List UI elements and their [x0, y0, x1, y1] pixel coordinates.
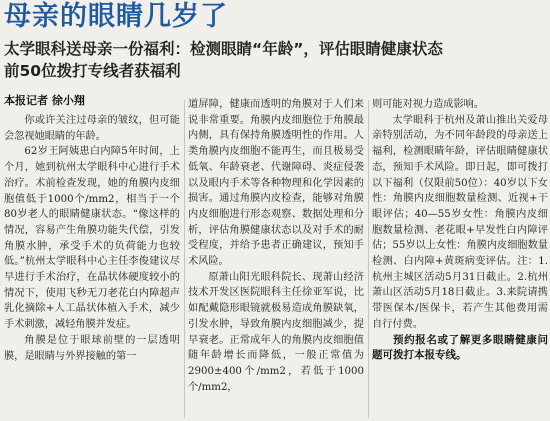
subtitle [4, 38, 550, 82]
paragraph: 道屏障，健康而透明的角膜对于人们来说非常重要。角膜内皮细胞位于角膜最内侧，具有保持角膜透明性的作用。人类角膜内皮细胞不能再生，而且极易受低氧、年龄衰老、代谢障碍、炎症侵袭以及眼内手术等各种物理和化学因素的损害。通过角膜内皮检查，能够对角膜内皮细胞进行形态观察、数据处理和分析，评估角膜健康状态以及对手术的耐受程度，并给予患者正确建议，预知手术风险。 [188, 99, 364, 268]
subtitle-line-2: 前50位拨打专线者获福利 [4, 62, 181, 80]
column-divider [368, 100, 369, 418]
headline: 母亲的眼睛几岁了 [4, 1, 228, 32]
paragraph: 则可能对视力造成影响。 [372, 99, 485, 110]
paragraph: 62岁王阿姨患白内障5年时间，上个月，她到杭州太学眼科中心进行手术治疗。术前检查发现，她的角膜内皮细胞值低于1000个/mm2，相当于一个80岁老人的眼睛健康状态。“像这样的情况，容易产生角膜功能失代偿，引发角膜水肿，承受手术的负荷能力也较低。”杭州太学眼科中心主任李俊建议尽早进行手术治疗，在晶状体硬度较小的情况下，使用飞秒无刀老花白内障超声乳化摘除+人工晶状体植入手术，减少手术刺激，减轻角膜并发症。 [4, 146, 180, 331]
paragraph: 角膜是位于眼球前壁的一层透明膜，是眼睛与外界接触的第一 [4, 334, 180, 362]
paragraph: 你或许关注过母亲的皱纹，但可能会忽视她眼睛的年龄。 [4, 115, 180, 142]
paragraph: 太学眼科于杭州及萧山推出关爱母亲特别活动，为不同年龄段的母亲送上福利，检测眼睛年龄，评估眼睛健康状态，预知手术风险。即日起，即可拨打以下福利（仅限前50位）：40岁以下女性：角膜内皮细胞数量检测、近视+干眼评估；40—55岁女性：角膜内皮细胞数量检测、老花眼+早发性白内障评估；55岁以上女性：角膜内皮细胞数量检测、白内障+黄斑病变评估。注：1.杭州主城区活动5月31日截止。2.杭州萧山区活动5月18日截止。3.来院请携带医保本/医保卡，若产生其他费用需自行付费。 [372, 114, 548, 330]
article-column-3 [372, 97, 548, 364]
column-divider [184, 100, 185, 418]
article-column-2 [188, 97, 364, 395]
subtitle-line-1: 太学眼科送母亲一份福利：检测眼睛“年龄”，评估眼睛健康状态 [4, 40, 443, 58]
byline: 本报记者 徐小翔 [4, 94, 85, 107]
article-column-1 [4, 113, 180, 364]
hotline-callout: 预约报名或了解更多眼睛健康问题可拨打本报专线。 [372, 333, 548, 362]
paragraph: 原萧山阳光眼科院长、现萧山经济技术开发区医院眼科主任徐亚军说，比如配戴隐形眼镜就极易造成角膜缺氧，引发水肿，导致角膜内皮细胞减少，提早衰老。正常成年人的角膜内皮细胞值随年龄增长而降低，一般正常值为2900±400个/mm2，若低于1000个/mm2， [188, 271, 364, 393]
